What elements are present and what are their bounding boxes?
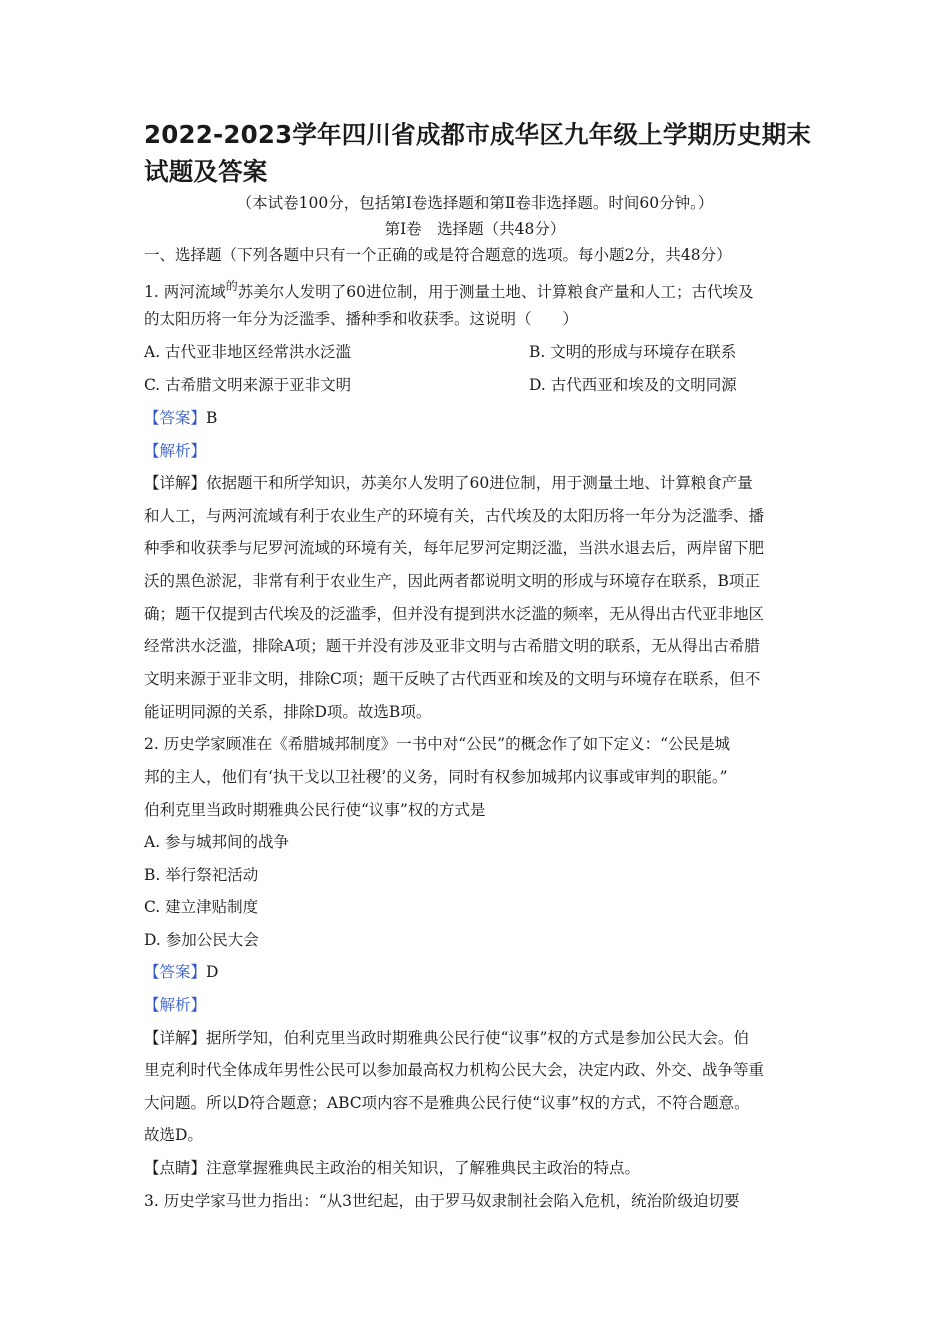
q1-answer bbox=[144, 408, 217, 428]
q1-detail-line-1: 【详解】依据题干和所学知识，苏美尔人发明了60进位制，用于测量土地、计算粮食产量 bbox=[144, 474, 753, 492]
q3-stem-line-1: 3. 历史学家马世力指出：“从3世纪起，由于罗马奴隶制社会陷入危机，统治阶级迫切要 bbox=[144, 1192, 740, 1210]
q2-option-d: D. 参加公民大会 bbox=[144, 931, 259, 949]
q2-tip: 【点睛】注意掌握雅典民主政治的相关知识，了解雅典民主政治的特点。 bbox=[144, 1159, 641, 1177]
q2-option-b: B. 举行祭祀活动 bbox=[144, 866, 259, 884]
q1-stem-mark: 的 bbox=[225, 279, 238, 293]
q2-stem-line-3: 伯利克里当政时期雅典公民行使“议事”权的方式是 bbox=[144, 801, 486, 819]
q1-stem-part-1: 1. 两河流域 bbox=[144, 283, 226, 301]
part-one-heading: 第Ⅰ卷 选择题（共48分） bbox=[384, 220, 566, 238]
q1-option-a: A. 古代亚非地区经常洪水泛滥 bbox=[144, 343, 352, 361]
section-heading: 一、选择题（下列各题中只有一个正确的或是符合题意的选项。每小题2分，共48分） bbox=[144, 246, 732, 264]
q2-detail-line-4: 故选D。 bbox=[144, 1126, 203, 1144]
q1-detail-line-3: 种季和收获季与尼罗河流域的环境有关，每年尼罗河定期泛滥，当洪水退去后，两岸留下肥 bbox=[144, 539, 765, 557]
q2-option-a: A. 参与城邦间的战争 bbox=[144, 833, 290, 851]
answer-tag: 【答案】 bbox=[144, 409, 207, 427]
q2-answer bbox=[144, 962, 218, 982]
q2-stem-line-1: 2. 历史学家顾准在《希腊城邦制度》一书中对“公民”的概念作了如下定义：“公民是城 bbox=[144, 735, 730, 753]
q1-option-d: D. 古代西亚和埃及的文明同源 bbox=[529, 376, 737, 394]
q2-stem-line-2: 邦的主人，他们有‘执干戈以卫社稷’的义务，同时有权参加城邦内议事或审判的职能。” bbox=[144, 768, 728, 786]
q2-answer-value: D bbox=[206, 963, 219, 981]
q1-option-b: B. 文明的形成与环境存在联系 bbox=[529, 343, 737, 361]
q2-detail-line-2: 里克利时代全体成年男性公民可以参加最高权力机构公民大会，决定内政、外交、战争等重 bbox=[144, 1061, 765, 1079]
q2-detail-line-3: 大问题。所以D符合题意；ABC项内容不是雅典公民行使“议事”权的方式，不符合题意。 bbox=[144, 1094, 750, 1112]
q1-detail-line-6: 经常洪水泛滥，排除A项；题干并没有涉及亚非文明与古希腊文明的联系，无从得出古希腊 bbox=[144, 637, 760, 655]
q1-detail-line-8: 能证明同源的关系，排除D项。故选B项。 bbox=[144, 703, 432, 721]
q2-analysis-tag: 【解析】 bbox=[144, 996, 207, 1014]
q1-detail-line-2: 和人工，与两河流域有利于农业生产的环境有关，古代埃及的太阳历将一年分为泛滥季、播 bbox=[144, 507, 765, 525]
answer-tag: 【答案】 bbox=[144, 963, 207, 981]
document-title: 2022-2023学年四川省成都市成华区九年级上学期历史期末试题及答案 bbox=[144, 120, 812, 186]
q2-detail-line-1: 【详解】据所学知，伯利克里当政时期雅典公民行使“议事”权的方式是参加公民大会。伯 bbox=[144, 1029, 749, 1047]
tip-tag: 【点睛】 bbox=[144, 1159, 207, 1177]
detail-tag: 【详解】 bbox=[144, 474, 207, 492]
q1-stem-part-2: 苏美尔人发明了60进位制，用于测量土地、计算粮食产量和人工；古代埃及 bbox=[237, 283, 754, 301]
q1-option-c: C. 古希腊文明来源于亚非文明 bbox=[144, 376, 352, 394]
exam-intro: （本试卷100分，包括第Ⅰ卷选择题和第Ⅱ卷非选择题。时间60分钟。） bbox=[236, 194, 714, 212]
q1-detail-line-5: 确；题干仅提到古代埃及的泛滥季，但并没有提到洪水泛滥的频率，无从得出古代亚非地区 bbox=[144, 605, 765, 623]
q2-option-c: C. 建立津贴制度 bbox=[144, 898, 259, 916]
q1-analysis-tag: 【解析】 bbox=[144, 442, 207, 460]
q1-answer-value: B bbox=[206, 409, 218, 427]
detail-tag: 【详解】 bbox=[144, 1029, 207, 1047]
q1-detail-line-4: 沃的黑色淤泥，非常有利于农业生产，因此两者都说明文明的形成与环境存在联系，B项正 bbox=[144, 572, 760, 590]
q1-detail-line-7: 文明来源于亚非文明，排除C项；题干反映了古代西亚和埃及的文明与环境存在联系，但不 bbox=[144, 670, 761, 688]
q1-stem-line-2: 的太阳历将一年分为泛滥季、播种季和收获季。这说明（ ） bbox=[144, 310, 579, 328]
q1-stem-line-1 bbox=[144, 276, 753, 302]
